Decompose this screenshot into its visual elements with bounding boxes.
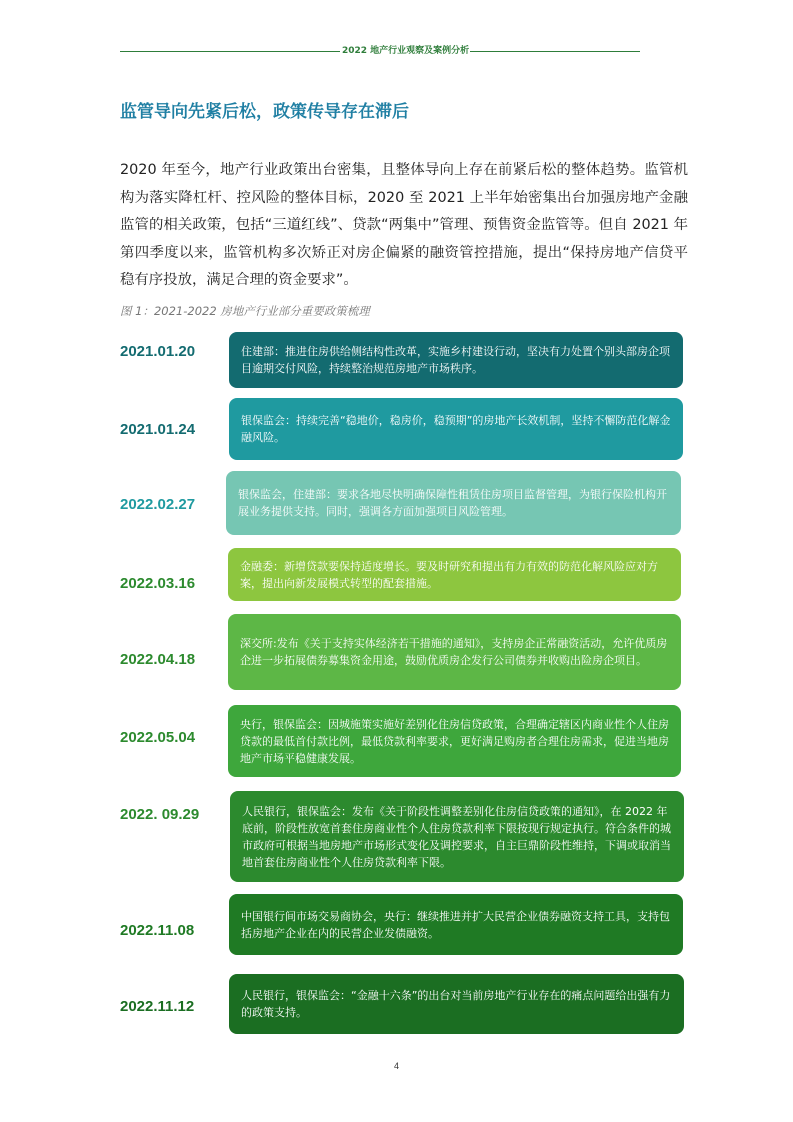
timeline-date: 2022.05.04 xyxy=(120,729,196,746)
timeline-date: 2022.11.08 xyxy=(120,922,195,939)
timeline-text: 银保监会，住建部：要求各地尽快明确保障性租赁住房项目监督管理，为银行保险机构开展业务提供支持。同时，强调各方面加强项目风险管理。 xyxy=(238,488,667,518)
header-title: 2022 地产行业观察及案例分析 xyxy=(342,46,470,56)
timeline-text: 金融委：新增贷款要保持适度增长。要及时研究和提出有力有效的防范化解风险应对方案，提出向新发展模式转型的配套措施。 xyxy=(240,559,658,590)
timeline-date: 2021.01.24 xyxy=(120,421,196,438)
timeline-date: 2021.01.20 xyxy=(120,343,196,360)
timeline-box xyxy=(229,398,683,460)
timeline-box xyxy=(228,548,681,601)
timeline-text: 人民银行，银保监会：发布《关于阶段性调整差别化住房信贷政策的通知》，在 2022 年底前，阶段性放宽首套住房商业性个人住房贷款利率下限按现行规定执行。符合条件的城市政府可根据当地房地产市场形式变化及调控要求，自主巨鼎阶段性维持，下调或取消当地首套住房商业性个人住房贷款利率下限。 xyxy=(242,804,671,869)
timeline-date: 2022.11.12 xyxy=(120,998,195,1015)
timeline-text: 深交所:发布《关于支持实体经济若干措施的通知》，支持房企正常融资活动，允许优质房企进一步拓展债券募集资金用途，鼓励优质房企发行公司债券并收购出险房企项目。 xyxy=(240,637,668,667)
timeline-box xyxy=(228,705,681,777)
timeline-box xyxy=(226,471,681,535)
timeline-date: 2022.02.27 xyxy=(120,496,196,513)
timeline-box xyxy=(229,974,684,1034)
timeline-date: 2022.04.18 xyxy=(120,651,196,668)
page-number: 4 xyxy=(393,1061,399,1071)
section-title: 监管导向先紧后松，政策传导存在滞后 xyxy=(120,102,409,122)
timeline-box xyxy=(228,614,681,690)
timeline-text: 中国银行间市场交易商协会，央行：继续推进并扩大民营企业债券融资支持工具，支持包括房地产企业在内的民营企业发债融资。 xyxy=(241,909,670,940)
timeline-box xyxy=(229,894,683,955)
timeline-text: 银保监会：持续完善“稳地价，稳房价，稳预期”的房地产长效机制，坚持不懈防范化解金融风险。 xyxy=(241,414,671,444)
timeline-text: 央行，银保监会：因城施策实施好差别化住房信贷政策，合理确定辖区内商业性个人住房贷款的最低首付款比例，最低贷款利率要求，更好满足购房者合理住房需求，促进当地房地产市场平稳健康发展。 xyxy=(240,717,669,765)
timeline-text: 住建部：推进住房供给侧结构性改革，实施乡村建设行动，坚决有力处置个别头部房企项目逾期交付风险，持续整治规范房地产市场秩序。 xyxy=(241,345,670,375)
body-paragraph: 2020 年至今，地产行业政策出台密集，且整体导向上存在前紧后松的整体趋势。监管机构为落实降杠杆、控风险的整体目标，2020 至 2021 上半年始密集出台加强房地产金融监管的相关政策，包括“三道红线”、贷款“两集中”管理、预售资金监管等。但自 2021 年第四季度以来，监管机构多次矫正对房企偏紧的融资管控措施，提出“保持房地产信贷平稳有序投放，满足合理的资金要求”。 xyxy=(120,162,688,288)
timeline-date: 2022.03.16 xyxy=(120,575,196,592)
timeline-box xyxy=(229,332,683,388)
timeline-date: 2022. 09.29 xyxy=(120,806,200,823)
figure-caption: 图 1：2021-2022 房地产行业部分重要政策梳理 xyxy=(120,304,370,318)
timeline-box xyxy=(230,791,684,882)
timeline-text: 人民银行，银保监会：“金融十六条”的出台对当前房地产行业存在的痛点问题给出强有力的政策支持。 xyxy=(241,989,671,1019)
